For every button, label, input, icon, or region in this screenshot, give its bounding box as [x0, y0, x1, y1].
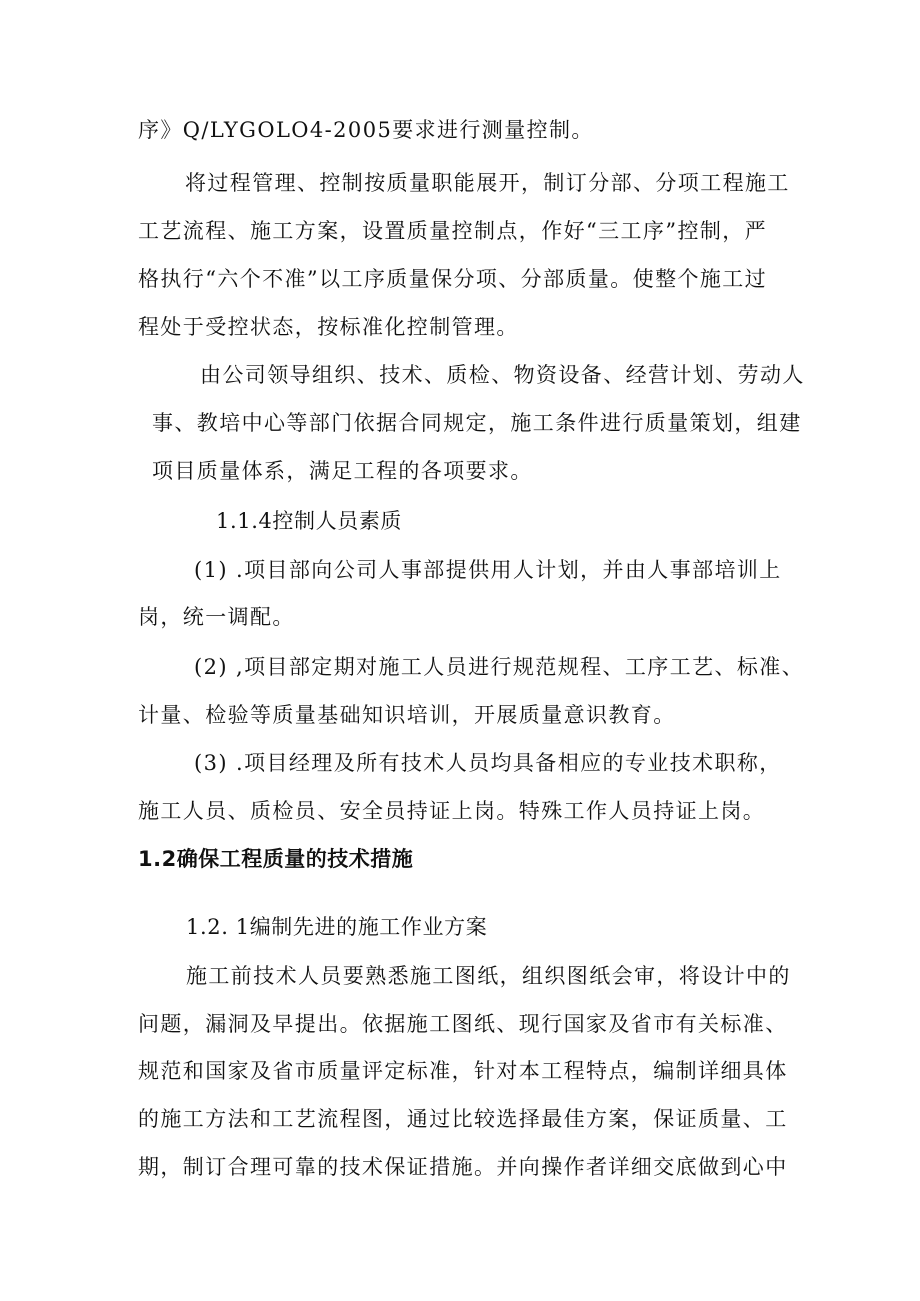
paragraph-2-line-4: 程处于受控状态，按标准化控制管理。	[138, 315, 519, 339]
item-2-line-1: (2) ,项目部定期对施工人员进行规范规程、工序工艺、标准、	[194, 655, 805, 679]
paragraph-2-line-3: 格执行“六个不准”以工序质量保分项、分部质量。使整个施工过	[138, 267, 768, 291]
paragraph-4-line-3: 规范和国家及省市质量评定标准，针对本工程特点，编制详细具体	[138, 1059, 788, 1083]
paragraph-3-line-2: 事、教培中心等部门依据合同规定，施工条件进行质量策划，组建	[152, 411, 802, 435]
paragraph-4-line-5: 期，制订合理可靠的技术保证措施。并向操作者详细交底做到心中	[138, 1155, 788, 1179]
paragraph-2-line-2: 工艺流程、施工方案，设置质量控制点，作好“三工序”控制，严	[138, 219, 768, 243]
paragraph-1-line-1: 序》Q/LYGOLO4-2005要求进行测量控制。	[138, 118, 594, 142]
paragraph-3-line-3: 项目质量体系，满足工程的各项要求。	[152, 459, 533, 483]
item-2-line-2: 计量、检验等质量基础知识培训，开展质量意识教育。	[138, 703, 676, 727]
item-3-line-2: 施工人员、质检员、安全员持证上岗。特殊工作人员持证上岗。	[138, 799, 766, 823]
paragraph-4-line-4: 的施工方法和工艺流程图，通过比较选择最佳方案，保证质量、工	[138, 1107, 788, 1131]
item-1-line-2: 岗，统一调配。	[138, 605, 295, 629]
item-1-line-1: (1) .项目部向公司人事部提供用人计划，并由人事部培训上	[194, 558, 782, 582]
subheading-1-1-4: 1.1.4控制人员素质	[216, 509, 403, 533]
subheading-1-2-1: 1.2. 1编制先进的施工作业方案	[186, 915, 488, 939]
paragraph-3-line-1: 由公司领导组织、技术、质检、物资设备、经营计划、劳动人	[200, 363, 805, 387]
paragraph-4-line-1: 施工前技术人员要熟悉施工图纸，组织图纸会审，将设计中的	[186, 964, 791, 988]
item-3-line-1: (3) .项目经理及所有技术人员均具备相应的专业技术职称，	[194, 751, 782, 775]
paragraph-2-line-1: 将过程管理、控制按质量职能展开，制订分部、分项工程施工	[185, 171, 790, 195]
paragraph-4-line-2: 问题，漏洞及早提出。依据施工图纸、现行国家及省市有关标准、	[138, 1012, 788, 1036]
section-heading-1-2: 1.2确保工程质量的技术措施	[138, 847, 414, 871]
